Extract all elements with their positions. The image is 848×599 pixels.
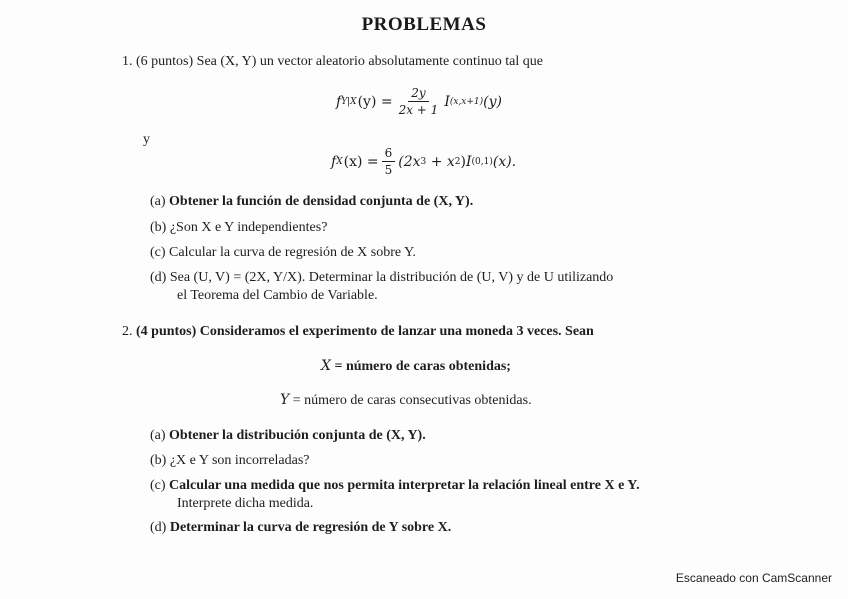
item-text: Obtener la función de densidad conjunta de (X, Y). <box>169 194 474 209</box>
problem-1-item-c <box>150 245 416 261</box>
item-label: (c) <box>150 478 166 493</box>
problem-2-points: (4 puntos) <box>136 324 197 339</box>
item-label: (b) <box>150 453 167 468</box>
problem-2-number: 2. <box>122 324 133 339</box>
problem-1-header <box>122 54 543 70</box>
problem-1-number: 1. <box>122 54 133 69</box>
item-text: ¿Son X e Y independientes? <box>169 220 328 235</box>
def-x-var: X <box>321 358 331 374</box>
item-label: (d) <box>150 520 167 535</box>
item-text: Sea (U, V) = (2X, Y/X). Determinar la distribución de (U, V) y de U utilizando <box>169 270 614 285</box>
eq2-body-b-sup: 2 <box>454 156 461 167</box>
equation-marginal-density <box>331 146 516 177</box>
eq1-fraction <box>396 86 442 117</box>
item-label: (d) <box>150 270 167 285</box>
eq1-indicator: I <box>444 93 450 110</box>
def-x-text: = número de caras obtenidas; <box>330 359 511 374</box>
problem-1-item-d-continued: el Teorema del Cambio de Variable. <box>177 288 378 303</box>
item-text: Obtener la distribución conjunta de (X, Y). <box>169 428 426 443</box>
problem-1-points: (6 puntos) <box>136 54 194 69</box>
problem-2-item-b <box>150 453 310 469</box>
eq2-body-a-sup: 3 <box>420 156 427 167</box>
definition-x <box>321 358 511 375</box>
problem-1-intro: Sea (X, Y) un vector aleatorio absolutamente continuo tal que <box>196 54 543 69</box>
eq2-body-a: (2x <box>398 153 421 170</box>
eq2-lhs-arg: (x) = <box>343 153 379 170</box>
eq2-frac-den: 5 <box>384 163 393 177</box>
definition-y <box>280 392 532 409</box>
eq2-fraction <box>382 146 396 177</box>
connector-y: y <box>143 132 150 147</box>
eq2-indicator-sub: (0,1) <box>471 156 493 167</box>
problem-1-item-a <box>150 194 473 210</box>
eq1-lhs-arg: (y) = <box>357 93 393 110</box>
eq2-lhs: f <box>331 153 337 170</box>
item-label: (a) <box>150 194 166 209</box>
item-text: Calcular la curva de regresión de X sobre Y. <box>169 245 416 260</box>
eq1-lhs: f <box>336 93 342 110</box>
item-text: Determinar la curva de regresión de Y sobre X. <box>169 520 452 535</box>
eq1-frac-num: 2y <box>408 86 428 102</box>
item-text: Calcular una medida que nos permita interpretar la relación lineal entre X e Y. <box>169 478 640 493</box>
problem-1-item-d <box>150 270 613 286</box>
eq2-lhs-sub: X <box>336 156 343 167</box>
eq1-indicator-sub: (x,x+1) <box>449 96 484 107</box>
problem-2-item-c-continued: Interprete dicha medida. <box>177 496 314 511</box>
eq2-frac-num: 6 <box>382 146 396 162</box>
problem-2-item-c <box>150 478 640 494</box>
camscanner-watermark: Escaneado con CamScanner <box>675 571 832 585</box>
eq2-body-b: + x <box>426 153 455 170</box>
problem-1-item-b <box>150 220 327 236</box>
item-label: (c) <box>150 245 166 260</box>
eq1-lhs-sub: Y|X <box>341 96 357 107</box>
def-y-text: = número de caras consecutivas obtenidas. <box>289 393 532 408</box>
def-y-var: Y <box>280 392 290 408</box>
problem-2-item-a <box>150 428 426 444</box>
problem-2-item-d <box>150 520 451 536</box>
eq2-indicator: I <box>465 153 472 170</box>
item-label: (b) <box>150 220 167 235</box>
eq1-frac-den: 2x + 1 <box>398 103 439 117</box>
eq1-indicator-arg: (y) <box>483 93 503 110</box>
problem-2-intro: Consideramos el experimento de lanzar una moneda 3 veces. Sean <box>199 324 594 339</box>
item-text: ¿X e Y son incorreladas? <box>169 453 310 468</box>
item-label: (a) <box>150 428 166 443</box>
eq2-body-c: ) <box>460 153 466 170</box>
eq2-indicator-arg: (x). <box>492 153 517 170</box>
page-title: PROBLEMAS <box>361 14 487 35</box>
equation-conditional-density <box>336 86 502 117</box>
problem-2-header <box>122 324 594 340</box>
